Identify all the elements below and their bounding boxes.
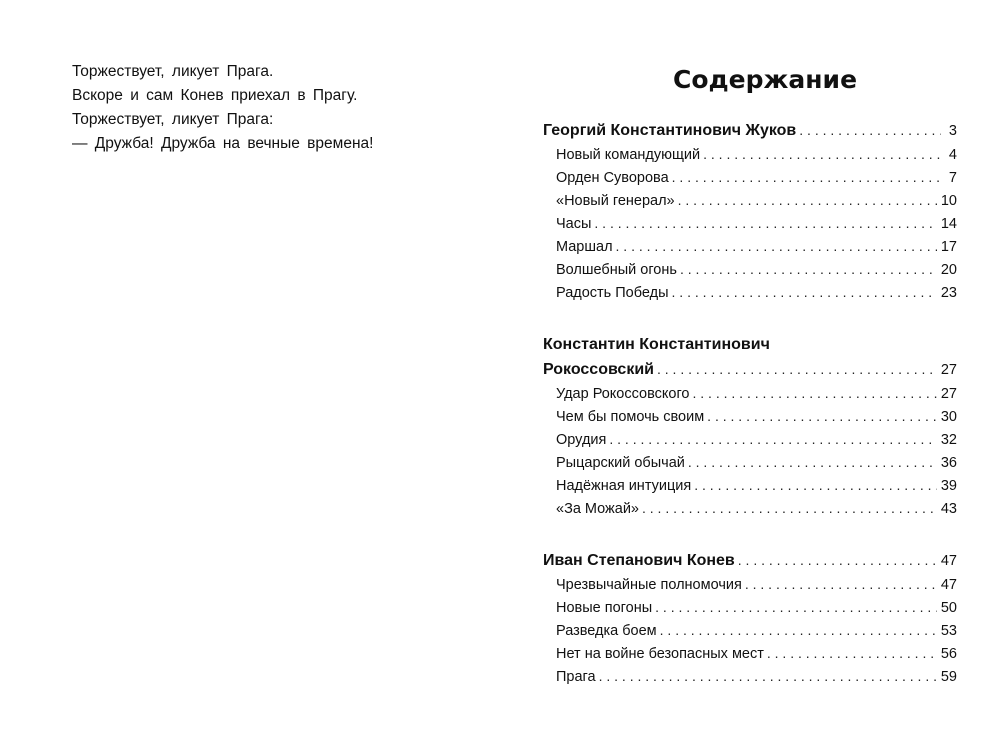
toc-entry-chapter[interactable]: [543, 382, 957, 405]
chapter-title: Радость Победы: [556, 285, 669, 301]
page-number: 50: [940, 600, 957, 616]
leader-dots: [594, 212, 936, 235]
chapter-title: Орден Суворова: [556, 170, 669, 186]
page-number: 14: [940, 216, 957, 232]
toc-entry-chapter[interactable]: [543, 573, 957, 596]
chapter-title: Надёжная интуиция: [556, 478, 692, 494]
page-number: 59: [940, 669, 957, 685]
leader-dots: [599, 665, 937, 688]
poem-block: [72, 60, 472, 156]
chapter-title: Чрезвычайные полномочия: [556, 577, 742, 593]
toc-entry-chapter[interactable]: [543, 428, 957, 451]
leader-dots: [660, 619, 937, 642]
author-name: Георгий Константинович Жуков: [543, 122, 797, 139]
toc-entry-author[interactable]: [543, 548, 957, 573]
page-number: 4: [948, 147, 957, 163]
page-number: 36: [940, 455, 957, 471]
toc-entry-chapter[interactable]: [543, 405, 957, 428]
leader-dots: [707, 405, 937, 428]
leader-dots: [680, 258, 937, 281]
chapter-title: «За Можай»: [556, 501, 639, 517]
page-number: 47: [940, 553, 957, 569]
toc-entry-chapter[interactable]: [543, 166, 957, 189]
toc-entry-author[interactable]: [543, 357, 957, 382]
page-number: 20: [940, 262, 957, 278]
poem-line: — Дружба! Дружба на вечные времена!: [72, 135, 374, 152]
toc-entry-author-line1[interactable]: [543, 332, 957, 357]
toc-section-rokossovsky: [543, 332, 957, 520]
toc-entry-chapter[interactable]: [543, 451, 957, 474]
chapter-title: Новые погоны: [556, 600, 653, 616]
toc-title: Содержание: [672, 65, 858, 94]
poem-line: Торжествует, ликует Прага:: [72, 111, 274, 128]
page-number: 17: [940, 239, 957, 255]
chapter-title: Новый командующий: [556, 147, 701, 163]
leader-dots: [767, 642, 937, 665]
page-number: 10: [940, 193, 957, 209]
toc-entry-chapter[interactable]: [543, 143, 957, 166]
toc-entry-chapter[interactable]: [543, 665, 957, 688]
toc-entry-chapter[interactable]: [543, 281, 957, 304]
page-number: 7: [948, 170, 957, 186]
author-name-continued: Рокоссовский: [543, 361, 654, 378]
page-number: 27: [940, 386, 957, 402]
chapter-title: Орудия: [556, 432, 607, 448]
page-number: 43: [940, 501, 957, 517]
toc-entry-chapter[interactable]: [543, 497, 957, 520]
chapter-title: «Новый генерал»: [556, 193, 675, 209]
toc-entry-chapter[interactable]: [543, 596, 957, 619]
leader-dots: [693, 382, 937, 405]
page-number: 23: [940, 285, 957, 301]
page-number: 39: [940, 478, 957, 494]
poem-line: Торжествует, ликует Прага.: [72, 63, 274, 80]
chapter-title: Нет на войне безопасных мест: [556, 646, 764, 662]
leader-dots: [672, 166, 941, 189]
chapter-title: Маршал: [556, 239, 613, 255]
author-name: Иван Степанович Конев: [543, 552, 735, 569]
leader-dots: [688, 451, 937, 474]
leader-dots: [703, 143, 941, 166]
toc-entry-chapter[interactable]: [543, 619, 957, 642]
table-of-contents: [543, 58, 957, 688]
chapter-title: Волшебный огонь: [556, 262, 677, 278]
toc-entry-chapter[interactable]: [543, 474, 957, 497]
chapter-title: Удар Рокоссовского: [556, 386, 690, 402]
leader-dots: [642, 497, 937, 520]
leader-dots: [672, 281, 937, 304]
toc-entry-chapter[interactable]: [543, 642, 957, 665]
toc-entry-author[interactable]: [543, 118, 957, 143]
chapter-title: Разведка боем: [556, 623, 657, 639]
toc-entry-chapter[interactable]: [543, 235, 957, 258]
page-number: 30: [940, 409, 957, 425]
leader-dots: [609, 428, 936, 451]
toc-entry-chapter[interactable]: [543, 189, 957, 212]
page-number: 3: [948, 123, 957, 139]
author-name: Константин Константинович: [543, 336, 770, 353]
leader-dots: [694, 474, 937, 497]
leader-dots: [616, 235, 937, 258]
leader-dots: [657, 357, 937, 382]
chapter-title: Рыцарский обычай: [556, 455, 685, 471]
toc-entry-chapter[interactable]: [543, 258, 957, 281]
page-number: 53: [940, 623, 957, 639]
page-number: 32: [940, 432, 957, 448]
chapter-title: Прага: [556, 669, 596, 685]
poem-line: Вскоре и сам Конев приехал в Прагу.: [72, 87, 358, 104]
leader-dots: [655, 596, 937, 619]
chapter-title: Часы: [556, 216, 592, 232]
page-number: 56: [940, 646, 957, 662]
toc-section-konev: [543, 548, 957, 688]
toc-section-zhukov: [543, 118, 957, 304]
leader-dots: [745, 573, 937, 596]
page-number: 47: [940, 577, 957, 593]
leader-dots: [738, 548, 937, 573]
toc-entry-chapter[interactable]: [543, 212, 957, 235]
page-number: 27: [940, 362, 957, 378]
leader-dots: [799, 118, 941, 143]
leader-dots: [678, 189, 937, 212]
chapter-title: Чем бы помочь своим: [556, 409, 705, 425]
